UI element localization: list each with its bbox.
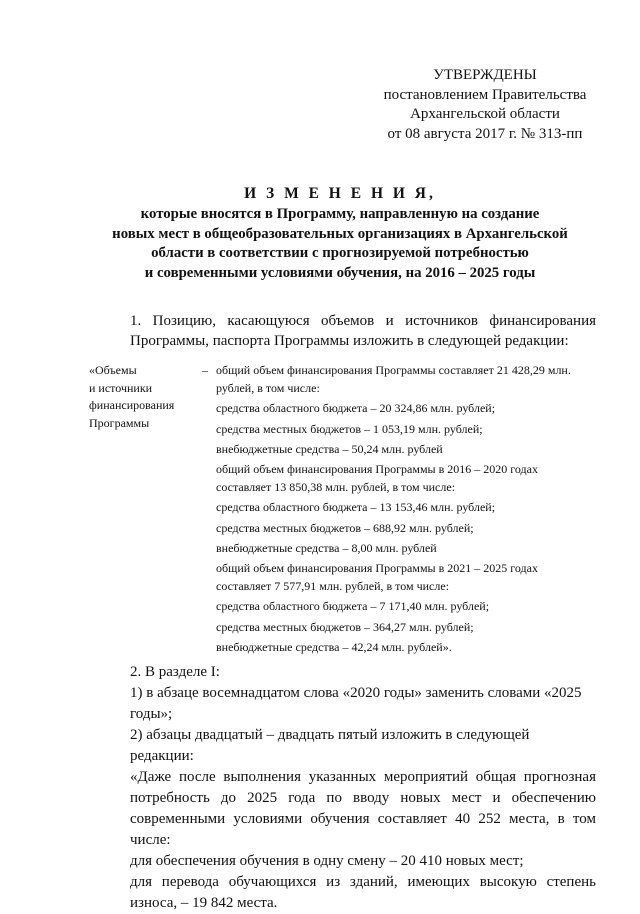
financing-group-2021-2025: [216, 560, 596, 660]
item-1-paragraph: [89, 311, 596, 351]
item-2-heading: 2. В разделе I:: [130, 664, 220, 680]
financing-line: средства областного бюджета – 7 171,40 млн. рублей;: [216, 599, 490, 613]
approval-stamp: [372, 66, 598, 144]
financing-line: общий объем финансирования Программы в 2016 – 2020 годах составляет 13 850,38 млн. рублей, в том числе:: [216, 462, 538, 494]
document-title: И З М Е Н Е Н И Я,: [244, 185, 436, 202]
table-dash: –: [202, 363, 208, 377]
item-2-quote: «Даже после выполнения указанных мероприятий общая прогнозная потребность до 2025 года по вводу новых мест и обеспечению современными условиями обучения составляет 40 252 места, в том числе:: [130, 769, 596, 848]
label-line: финансирования: [89, 398, 175, 412]
financing-group-total: [216, 362, 596, 462]
financing-line: внебюджетные средства – 8,00 млн. рублей: [216, 541, 437, 555]
document-heading: [60, 183, 620, 283]
item-2-sub-1: 1) в абзаце восемнадцатом слова «2020 годы» заменить словами «2025 годы»;: [130, 685, 582, 722]
financing-line: средства областного бюджета – 20 324,86 млн. рублей;: [216, 401, 496, 415]
financing-line: общий объем финансирования Программы в 2021 – 2025 годах составляет 7 577,91 млн. рублей, в том числе:: [216, 561, 538, 593]
approval-line: УТВЕРЖДЕНЫ: [433, 67, 537, 83]
item-2-section: [89, 662, 596, 914]
approval-line: постановлением Правительства: [383, 86, 587, 103]
financing-line: общий объем финансирования Программы составляет 21 428,29 млн. рублей, в том числе:: [216, 363, 571, 395]
item-2-line-b: для перевода обучающихся из зданий, имеющих высокую степень износа, – 19 842 места.: [130, 874, 596, 911]
financing-line: средства местных бюджетов – 688,92 млн. рублей;: [216, 520, 474, 535]
item-1-text: 1. Позицию, касающуюся объемов и источников финансирования Программы, паспорта Программы изложить в следующей редакции:: [130, 313, 596, 349]
financing-group-2016-2020: [216, 461, 596, 561]
subtitle-line: новых мест в общеобразовательных организациях в Архангельской: [112, 225, 568, 242]
financing-label: [89, 362, 199, 432]
financing-line: средства местных бюджетов – 1 053,19 млн. рублей;: [216, 421, 483, 436]
approval-line: Архангельской области: [410, 106, 560, 122]
item-2-sub-2: 2) абзацы двадцатый – двадцать пятый изложить в следующей редакции:: [130, 727, 530, 764]
item-2-line-a: для обеспечения обучения в одну смену – 20 410 новых мест;: [130, 853, 524, 869]
financing-line: внебюджетные средства – 50,24 млн. рублей: [216, 442, 443, 456]
approval-line: от 08 августа 2017 г. № 313-пп: [387, 125, 583, 142]
label-line: Программы: [89, 415, 150, 430]
subtitle-line: и современными условиями обучения, на 2016 – 2025 годы: [144, 264, 536, 281]
subtitle-line: области в соответствии с прогнозируемой потребностью: [151, 245, 529, 261]
financing-line: средства областного бюджета – 13 153,46 млн. рублей;: [216, 500, 496, 514]
label-line: «Объемы: [89, 363, 137, 377]
financing-line: внебюджетные средства – 42,24 млн. рублей».: [216, 640, 452, 654]
label-line: и источники: [89, 380, 153, 395]
financing-line: средства местных бюджетов – 364,27 млн. рублей;: [216, 619, 474, 634]
subtitle-line: которые вносятся в Программу, направленную на создание: [140, 206, 540, 222]
